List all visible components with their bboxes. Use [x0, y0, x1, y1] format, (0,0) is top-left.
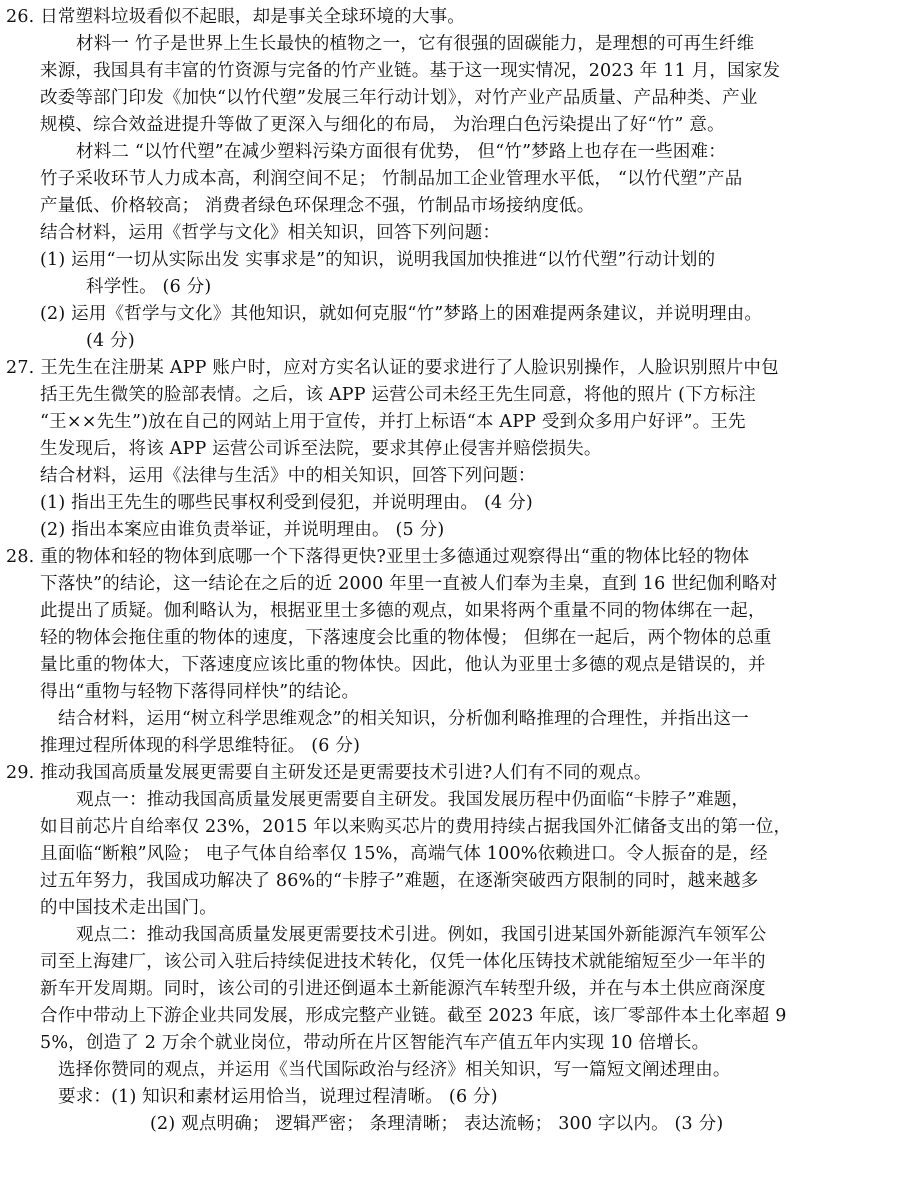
q29-instruction: 选择你赞同的观点，并运用《当代国际政治与经济》相关知识，写一篇短文阐述理由。	[58, 1060, 731, 1080]
q29-viewpoint-1-line: 观点一：推动我国高质量发展更需要自主研发。我国发展历程中仍面临“卡脖子”难题，	[76, 790, 750, 810]
q29-viewpoint-2-line: 司至上海建厂，该公司入驻后持续促进技术转化，仅凭一体化压铸技术就能缩短至少一年半的	[40, 952, 766, 972]
q26-material-1-line: 改委等部门印发《加快“以竹代塑”发展三年行动计划》，对竹产业产品质量、产品种类、产业	[40, 88, 758, 108]
q28-stem: 28. 重的物体和轻的物体到底哪一个下落得更快?亚里士多德通过观察得出“重的物体比轻的物体	[6, 547, 750, 567]
q26-subquestion-2: (2) 运用《哲学与文化》其他知识，就如何克服“竹”梦路上的困难提两条建议，并说明理由。	[40, 304, 763, 324]
q26-material-2-line: 竹子采收环节人力成本高，利润空间不足； 竹制品加工企业管理水平低， “以竹代塑”产品	[40, 169, 743, 189]
q29-viewpoint-1-line: 如目前芯片自给率仅 23%，2015 年以来购买芯片的费用持续占据我国外汇储备支出的第一位，	[40, 817, 792, 837]
q29-viewpoint-1-line: 的中国技术走出国门。	[40, 898, 217, 918]
q29-viewpoint-2-line: 合作中带动上下游企业共同发展，形成完整产业链。截至 2023 年底，该厂零部件本土化率超 9	[40, 1006, 787, 1026]
q26-material-1-line: 规模、综合效益进提升等做了更深入与细化的布局， 为治理白色污染提出了好“竹” 意。	[40, 115, 725, 135]
q29-viewpoint-1-line: 过五年努力，我国成功解决了 86%的“卡脖子”难题，在逐渐突破西方限制的同时，越来越多	[40, 871, 759, 891]
q26-instruction: 结合材料，运用《哲学与文化》相关知识，回答下列问题：	[40, 223, 501, 243]
q26-material-2-line: 材料二 “以竹代塑”在减少塑料污染方面很有优势， 但“竹”梦路上也存在一些困难：	[76, 142, 726, 162]
q26-material-2-line: 产量低、价格较高； 消费者绿色环保理念不强，竹制品市场接纳度低。	[40, 196, 595, 216]
q26-subquestion-1-score: 科学性。 (6 分)	[86, 277, 212, 297]
q29-viewpoint-2-line: 观点二：推动我国高质量发展更需要技术引进。例如，我国引进某国外新能源汽车领军公	[76, 925, 767, 945]
q29-viewpoint-2-line: 5%，创造了 2 万余个就业岗位，带动所在片区智能汽车产值五年内实现 10 倍增长。	[40, 1033, 710, 1053]
q26-material-1-line: 材料一 竹子是世界上生长最快的植物之一，它有很强的固碳能力，是理想的可再生纤维	[76, 34, 755, 54]
q28-stem-line: 得出“重物与轻物下落得同样快”的结论。	[40, 682, 360, 702]
q27-stem-line: 生发现后，将该 APP 运营公司诉至法院，要求其停止侵害并赔偿损失。	[40, 439, 602, 459]
q27-subquestion-2: (2) 指出本案应由谁负责举证，并说明理由。 (5 分)	[40, 520, 445, 540]
q26-material-1-line: 来源，我国具有丰富的竹资源与完备的竹产业链。基于这一现实情况，2023 年 11 月，国家发	[40, 61, 781, 81]
q26-subquestion-2-score: (4 分)	[86, 331, 135, 351]
q28-instruction: 结合材料，运用“树立科学思维观念”的相关知识，分析伽利略推理的合理性，并指出这一	[58, 709, 749, 729]
q28-stem-line: 轻的物体会拖住重的物体的速度，下落速度会比重的物体慢； 但绑在一起后，两个物体的总重	[40, 628, 772, 648]
q28-stem-line: 量比重的物体大，下落速度应该比重的物体快。因此，他认为亚里士多德的观点是错误的，并	[40, 655, 766, 675]
q27-subquestion-1: (1) 指出王先生的哪些民事权利受到侵犯，并说明理由。 (4 分)	[40, 493, 533, 513]
q27-stem-line: “王××先生”)放在自己的网站上用于宣传，并打上标语“本 APP 受到众多用户好评”。王先	[40, 412, 746, 432]
q27-instruction: 结合材料，运用《法律与生活》中的相关知识，回答下列问题：	[40, 466, 536, 486]
q28-instruction-line: 推理过程所体现的科学思维特征。 (6 分)	[40, 736, 361, 756]
q29-viewpoint-2-line: 新车开发周期。同时，该公司的引进还倒逼本土新能源汽车转型升级，并在与本土供应商深度	[40, 979, 766, 999]
q27-stem: 27. 王先生在注册某 APP 账户时，应对方实名认证的要求进行了人脸识别操作，人脸识别照片中包	[6, 358, 779, 378]
q29-stem: 29. 推动我国高质量发展更需要自主研发还是更需要技术引进?人们有不同的观点。	[6, 763, 652, 783]
q28-stem-line: 此提出了质疑。伽利略认为，根据亚里士多德的观点，如果将两个重量不同的物体绑在一起，	[40, 601, 766, 621]
q29-requirement-1: 要求：(1) 知识和素材运用恰当，说理过程清晰。 (6 分)	[58, 1087, 498, 1107]
q26-stem: 26. 日常塑料垃圾看似不起眼，却是事关全球环境的大事。	[6, 7, 465, 27]
q26-subquestion-1: (1) 运用“一切从实际出发 实事求是”的知识，说明我国加快推进“以竹代塑”行动计划的	[40, 250, 716, 270]
q28-stem-line: 下落快”的结论，这一结论在之后的近 2000 年里一直被人们奉为圭臬，直到 16 世纪伽利略对	[40, 574, 778, 594]
q29-requirement-2: (2) 观点明确； 逻辑严密； 条理清晰； 表达流畅； 300 字以内。 (3 分)	[150, 1114, 724, 1134]
q27-stem-line: 括王先生微笑的脸部表情。之后，该 APP 运营公司未经王先生同意，将他的照片 (下方标注	[40, 385, 757, 405]
q29-viewpoint-1-line: 且面临“断粮”风险； 电子气体自给率仅 15%，高端气体 100%依赖进口。令人振奋的是，经	[40, 844, 768, 864]
